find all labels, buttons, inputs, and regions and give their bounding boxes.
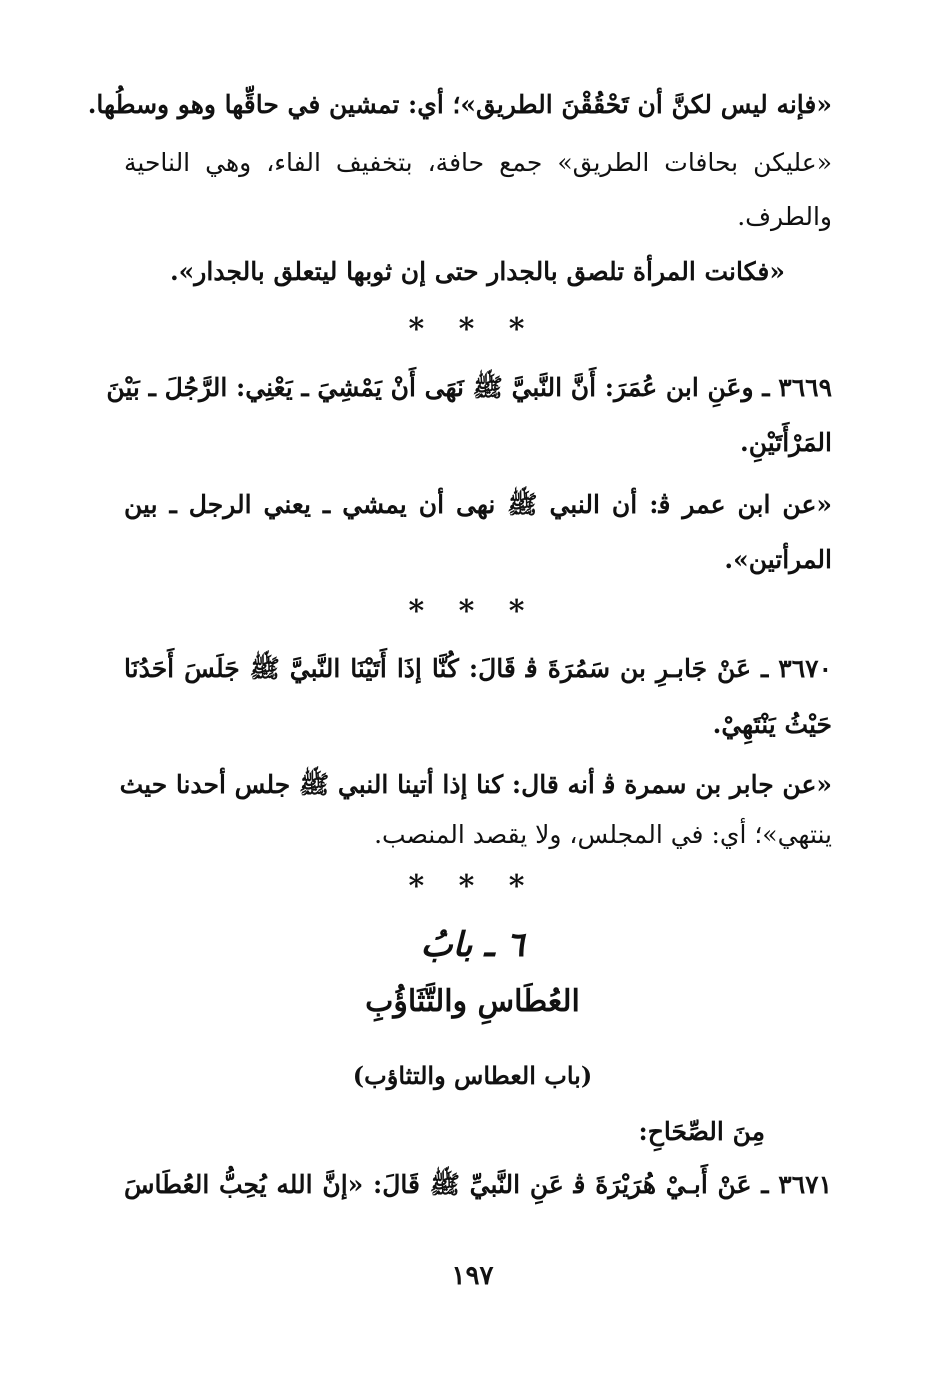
chapter-title: العُطَاسِ والتَّثَاؤُبِ	[365, 984, 580, 1019]
commentary-line	[124, 488, 832, 522]
hadith-line	[124, 652, 832, 686]
text-line	[124, 200, 832, 234]
text-span: ٣٦٧١ ـ عَنْ أَبـيْ هُرَيْرَةَ ﭬ عَنِ النَّبيِّ ﷺ قَالَ: «إنَّ الله يُحِبُّ العُطَاسَ	[124, 1170, 832, 1199]
text-line	[165, 255, 785, 289]
chapter-heading: ٦ ـ بابُ	[420, 925, 525, 965]
text-span: حَيْثُ يَنْتَهِيْ.	[712, 710, 832, 739]
text-span: ٣٦٦٩ ـ وعَنِ ابن عُمَرَ: أَنَّ النَّبيَّ ﷺ نَهَى أَنْ يَمْشِيَ ـ يَعْنِي: الرَّجُلَ ـ بَيْنَ	[106, 373, 832, 402]
text-span: «فإنه ليس لكنَّ أن تَحْقُقْنَ الطريق»؛ أي: تمشين في حاقِّها وهو وسطُها.	[87, 90, 832, 119]
hadith-line	[124, 1168, 832, 1202]
page-number: ١٩٧	[451, 1261, 494, 1291]
commentary-line	[124, 818, 832, 852]
chapter-subtitle: (باب العطاس والتثاؤب)	[352, 1061, 593, 1090]
text-span: «عن جابر بن سمرة ﭬ أنه قال: كنا إذا أتينا النبي ﷺ جلس أحدنا حيث	[119, 770, 832, 799]
separator-stars: * * *	[408, 312, 537, 347]
text-span: ينتهي»؛ أي: في المجلس، ولا يقصد المنصب.	[374, 820, 832, 849]
text-span: المَرْأَتَيْنِ.	[740, 428, 832, 457]
text-line	[124, 146, 832, 180]
hadith-line	[124, 426, 832, 460]
text-line	[87, 88, 832, 122]
text-span: المرأتين».	[724, 545, 832, 574]
separator-stars: * * *	[408, 869, 537, 904]
text-span: مِنَ الصِّحَاحِ:	[638, 1117, 765, 1146]
section-label	[465, 1115, 765, 1149]
text-span: والطرف.	[737, 202, 832, 231]
separator-stars: * * *	[408, 594, 537, 629]
text-span: «عن ابن عمر ﭬ: أن النبي ﷺ نهى أن يمشي ـ يعني الرجل ـ بين	[124, 490, 832, 519]
text-span: ٣٦٧٠ ـ عَنْ جَابـرِ بن سَمُرَةَ ﭬ قَالَ: كُنَّا إذَا أَتَيْنَا النَّبيَّ ﷺ جَلَسَ أَحَدُنَا	[124, 654, 832, 683]
text-span: «فكانت المرأة تلصق بالجدار حتى إن ثوبها ليتعلق بالجدار».	[169, 257, 785, 286]
hadith-line	[106, 371, 832, 405]
text-span: «عليكن بحافات الطريق» جمع حافة، بتخفيف الفاء، وهي الناحية	[124, 148, 832, 177]
commentary-line	[119, 768, 832, 802]
hadith-line	[124, 708, 832, 742]
commentary-line	[124, 543, 832, 577]
